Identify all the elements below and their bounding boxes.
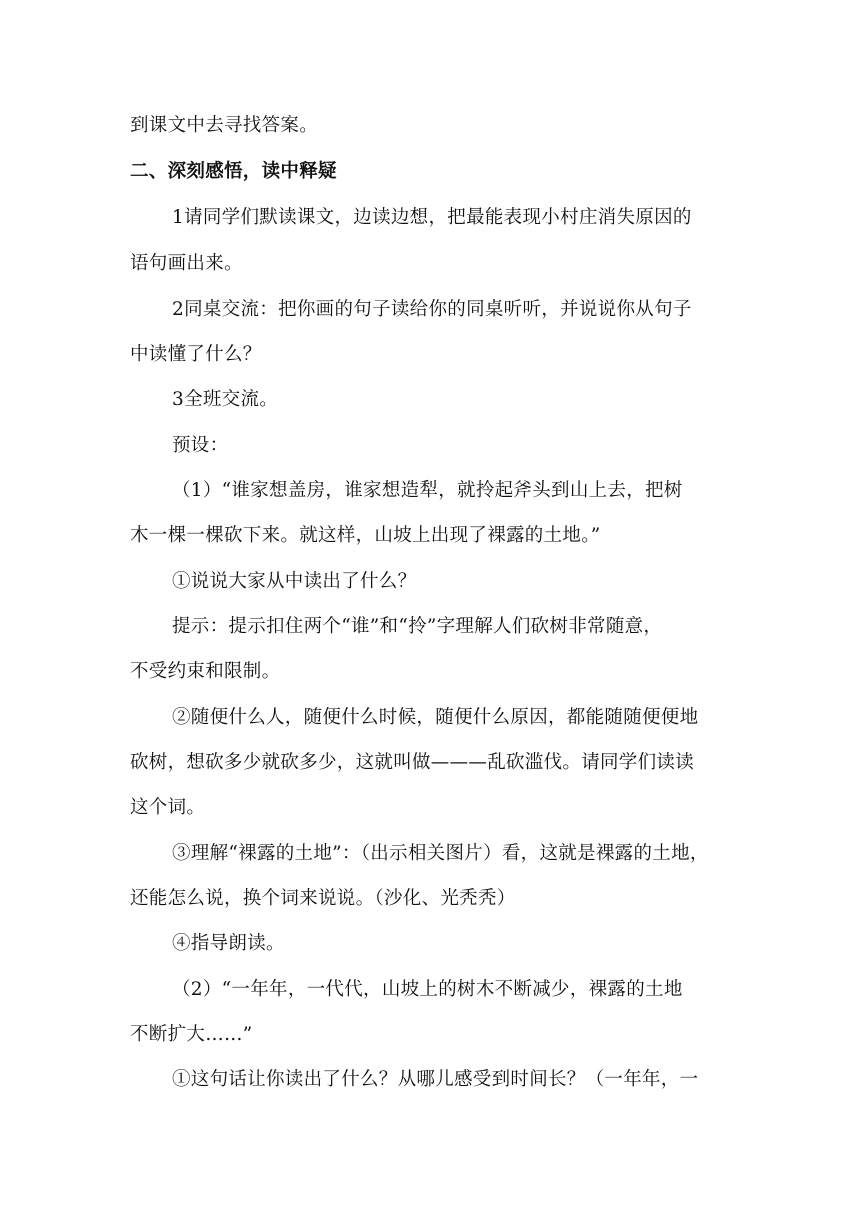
text-line: 语句画出来。	[130, 253, 243, 274]
text-line: 预设：	[172, 435, 229, 456]
text-line: 不断扩大……”	[130, 1024, 253, 1045]
text-line: （2）“一年年，一代代，山坡上的树木不断减少，裸露的土地	[172, 979, 683, 1000]
text-line: 提示：提示扣住两个“谁”和“拎”字理解人们砍树非常随意，	[172, 616, 663, 637]
text-line: ③理解“裸露的土地”：（出示相关图片）看，这就是裸露的土地，	[172, 843, 709, 864]
text-line: ②随便什么人，随便什么时候，随便什么原因，都能随随便便地	[172, 707, 699, 728]
text-line: 还能怎么说，换个词来说说。（沙化、光秃秃）	[130, 888, 516, 909]
text-line: 砍树，想砍多少就砍多少，这就叫做———乱砍滥伐。请同学们读读	[130, 752, 695, 773]
text-line: （1）“谁家想盖房，谁家想造犁，就拎起斧头到山上去，把树	[172, 480, 683, 501]
text-line: 1请同学们默读课文，边读边想，把最能表现小村庄消失原因的	[172, 207, 692, 228]
text-line: 中读懂了什么？	[130, 344, 262, 365]
section-heading: 二、深刻感悟，读中释疑	[130, 161, 337, 182]
text-line: ①说说大家从中读出了什么？	[172, 571, 417, 592]
text-line: 不受约束和限制。	[130, 661, 281, 682]
text-line: ④指导朗读。	[172, 933, 285, 954]
text-line: 3全班交流。	[172, 389, 279, 410]
text-line: 这个词。	[130, 797, 206, 818]
text-line: 2同桌交流：把你画的句子读给你的同桌听听，并说说你从句子	[172, 299, 692, 320]
text-line: 到课文中去寻找答案。	[130, 115, 319, 136]
text-line: 木一棵一棵砍下来。就这样，山坡上出现了裸露的土地。”	[130, 525, 601, 546]
text-line: ①这句话让你读出了什么？从哪儿感受到时间长？（一年年，一	[172, 1069, 699, 1090]
